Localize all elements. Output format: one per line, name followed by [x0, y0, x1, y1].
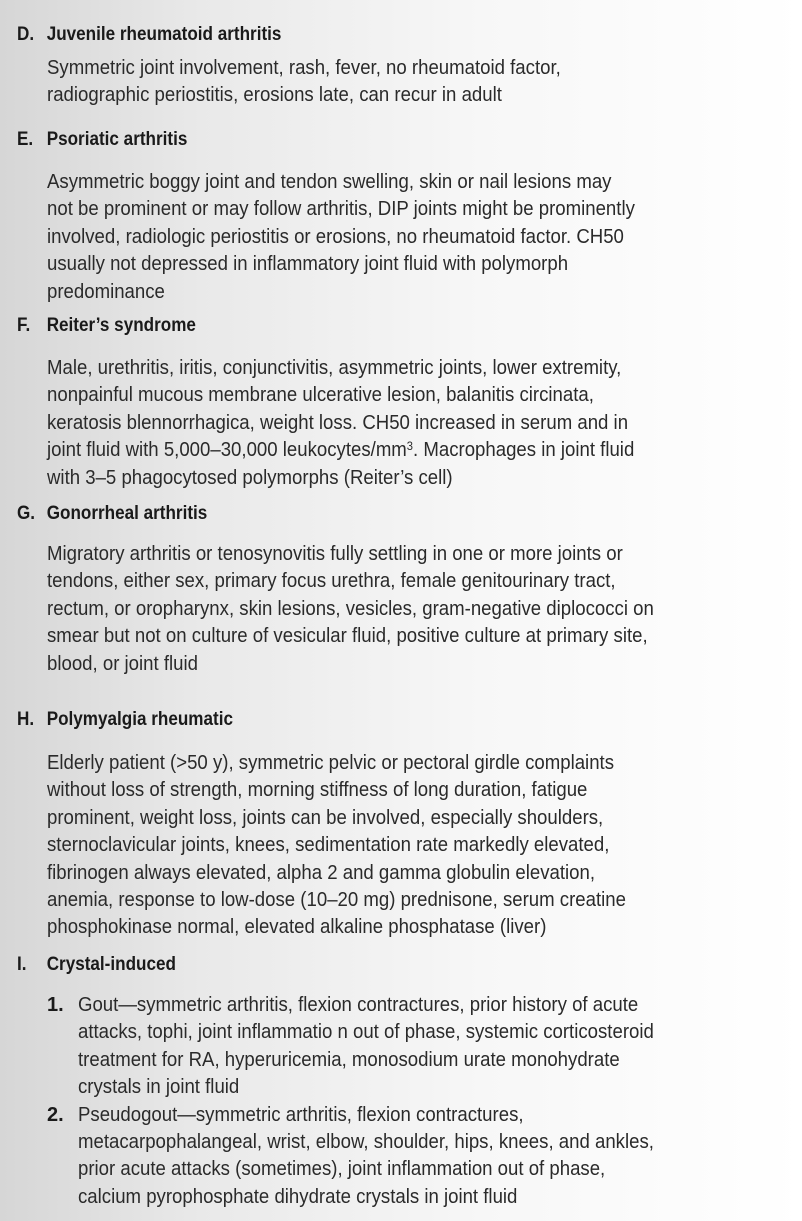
text-line: anemia, response to low-dose (10–20 mg) prednisone, serum creatine — [47, 888, 626, 911]
text-line: blood, or joint fluid — [47, 652, 198, 675]
text-line: Gout—symmetric arthritis, flexion contractures, prior history of acute — [78, 994, 639, 1016]
section-letter: E. — [17, 129, 34, 150]
section-title: Polymyalgia rheumatic — [46, 709, 233, 730]
text-line: usually not depressed in inflammatory joint fluid with polymorph — [47, 253, 569, 276]
text-line: predominance — [47, 280, 165, 303]
section-body — [47, 355, 679, 492]
text-line — [47, 437, 634, 464]
text-line: Symmetric joint involvement, rash, fever, no rheumatoid factor, — [47, 57, 561, 79]
section-letter: D. — [17, 24, 35, 45]
text-segment: . Macrophages in joint fluid — [413, 439, 635, 462]
section-heading — [17, 954, 176, 976]
section-title: Psoriatic arthritis — [46, 129, 188, 150]
text-line: Migratory arthritis or tenosynovitis fully settling in one or more joints or — [47, 543, 623, 565]
section-body — [47, 992, 697, 1211]
section-title: Gonorrheal arthritis — [46, 503, 208, 524]
superscript: 3 — [406, 439, 414, 454]
list-item — [47, 1102, 697, 1212]
text-line: metacarpophalangeal, wrist, elbow, shoulder, hips, knees, and ankles, — [78, 1130, 654, 1153]
section-letter: I. — [17, 954, 27, 975]
list-number: 2. — [47, 1103, 64, 1126]
text-line: calcium pyrophosphate dihydrate crystals in joint fluid — [78, 1185, 518, 1208]
text-line: involved, radiologic periostitis or erosions, no rheumatoid factor. CH50 — [47, 225, 624, 248]
text-line: prominent, weight loss, joints can be involved, especially shoulders, — [47, 806, 604, 829]
text-line: without loss of strength, morning stiffness of long duration, fatigue — [47, 779, 588, 802]
text-line: keratosis blennorrhagica, weight loss. CH50 increased in serum and in — [47, 411, 629, 434]
section-letter: G. — [17, 503, 36, 524]
list-item-text — [78, 992, 697, 1102]
text-line: with 3–5 phagocytosed polymorphs (Reiter’s cell) — [47, 466, 453, 489]
text-line: nonpainful mucous membrane ulcerative lesion, balanitis circinata, — [47, 384, 594, 407]
section-body — [47, 750, 670, 942]
text-line: tendons, either sex, primary focus urethra, female genitourinary tract, — [47, 570, 616, 593]
text-segment: joint fluid with 5,000–30,000 leukocytes/mm — [47, 439, 407, 462]
section-heading — [17, 315, 196, 337]
text-line: rectum, or oropharynx, skin lesions, vesicles, gram-negative diplococci on — [47, 597, 654, 620]
section-heading — [17, 24, 281, 46]
text-line: Asymmetric boggy joint and tendon swelling, skin or nail lesions may — [47, 171, 612, 193]
text-line: Pseudogout—symmetric arthritis, flexion contractures, — [78, 1103, 524, 1126]
list-item — [47, 992, 697, 1102]
text-line: crystals in joint fluid — [78, 1076, 240, 1099]
text-line: smear but not on culture of vesicular fluid, positive culture at primary site, — [47, 625, 648, 648]
list-number: 1. — [47, 994, 64, 1016]
list-item-text — [78, 1102, 697, 1212]
section-body — [47, 55, 599, 110]
section-heading — [17, 503, 207, 525]
text-line: not be prominent or may follow arthritis, DIP joints might be prominently — [47, 198, 635, 221]
text-line: phosphokinase normal, elevated alkaline phosphatase (liver) — [47, 916, 547, 939]
section-title: Juvenile rheumatoid arthritis — [46, 24, 282, 45]
text-line: attacks, tophi, joint inflammatio n out of phase, systemic corticosteroid — [78, 1021, 654, 1044]
text-line: prior acute attacks (sometimes), joint inflammation out of phase, — [78, 1158, 606, 1181]
section-body — [47, 541, 700, 678]
section-letter: H. — [17, 709, 35, 730]
section-heading — [17, 129, 187, 151]
section-body — [47, 169, 679, 306]
text-line: sternoclavicular joints, knees, sedimentation rate markedly elevated, — [47, 834, 610, 857]
section-heading — [17, 709, 233, 731]
section-title: Reiter’s syndrome — [46, 315, 196, 336]
text-line: Elderly patient (>50 y), symmetric pelvic or pectoral girdle complaints — [47, 752, 615, 774]
text-line: radiographic periostitis, erosions late, can recur in adult — [47, 84, 502, 107]
text-line: treatment for RA, hyperuricemia, monosodium urate monohydrate — [78, 1048, 620, 1071]
text-line: Male, urethritis, iritis, conjunctivitis, asymmetric joints, lower extremity, — [47, 357, 622, 379]
text-line: fibrinogen always elevated, alpha 2 and gamma globulin elevation, — [47, 861, 596, 884]
section-title: Crystal-induced — [46, 954, 176, 975]
section-letter: F. — [17, 315, 31, 336]
